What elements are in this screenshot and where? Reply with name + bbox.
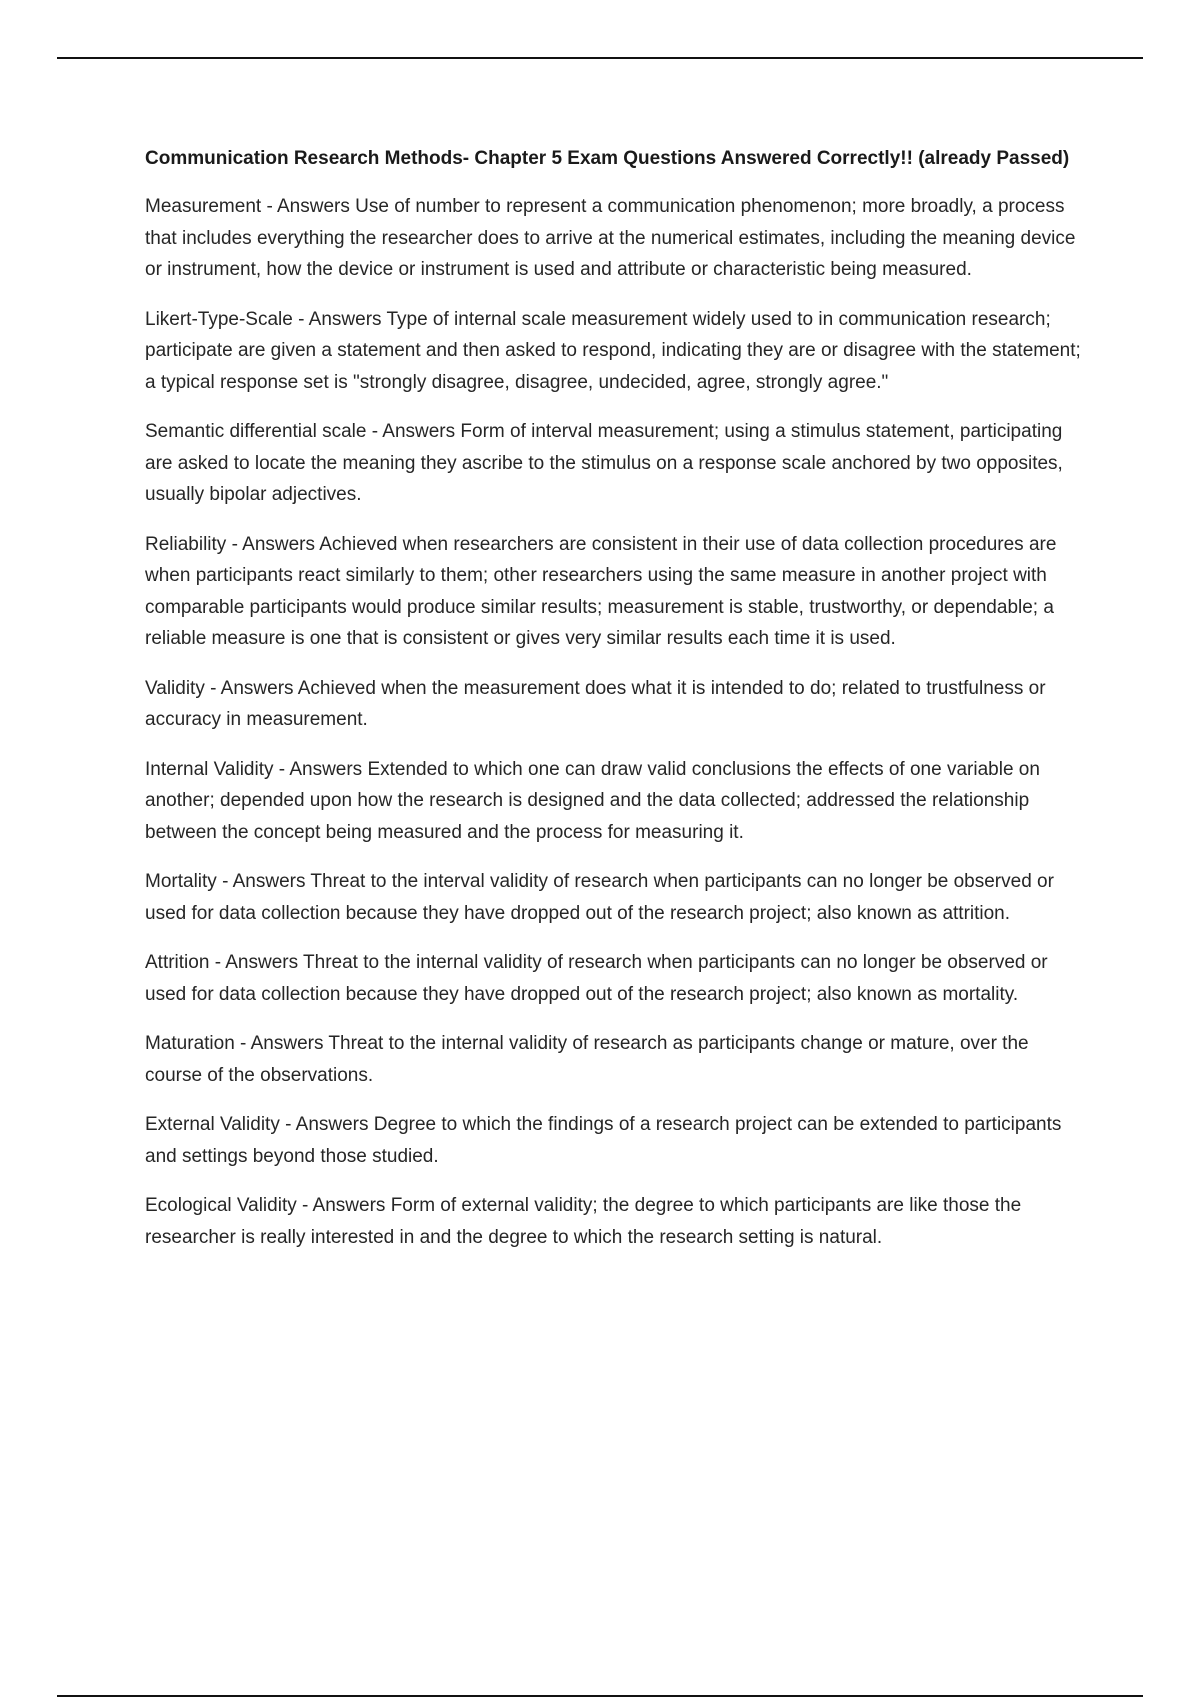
entry-attrition: Attrition - Answers Threat to the internal validity of research when participants can no longer be observed or used for data collection because they have dropped out of the research project; also known as mortality. [145,952,1048,1005]
document-title: Communication Research Methods- Chapter 5 Exam Questions Answered Correctly!! (already Passed) [145,148,1070,169]
entry-measurement: Measurement - Answers Use of number to represent a communication phenomenon; more broadly, a process that includes everything the researcher does to arrive at the numerical estimates, including the meaning device or instrument, how the device or instrument is used and attribute or characteristic being measured. [145,196,1076,280]
entry-likert-type-scale: Likert-Type-Scale - Answers Type of internal scale measurement widely used to in communication research; participate are given a statement and then asked to respond, indicating they are or disagree with the statement; a typical response set is "strongly disagree, disagree, undecided, agree, strongly agree." [145,308,1081,393]
entry-mortality: Mortality - Answers Threat to the interval validity of research when participants can no longer be observed or used for data collection because they have dropped out of the research project; also known as attrition. [145,871,1054,924]
entry-validity: Validity - Answers Achieved when the measurement does what it is intended to do; related to trustfulness or accuracy in measurement. [145,677,1046,730]
entry-reliability: Reliability - Answers Achieved when researchers are consistent in their use of data collection procedures are when participants react similarly to them; other researchers using the same measure in another project with comparable participants would produce similar results; measurement is stable, trustworthy, or dependable; a reliable measure is one that is consistent or gives very similar results each time it is used. [145,533,1057,649]
entry-internal-validity: Internal Validity - Answers Extended to which one can draw valid conclusions the effects of one variable on another; depended upon how the research is designed and the data collected; addressed the relationship between the concept being measured and the process for measuring it. [145,758,1040,843]
entry-ecological-validity: Ecological Validity - Answers Form of external validity; the degree to which participants are like those the researcher is really interested in and the degree to which the research setting is natural. [145,1195,1022,1248]
bottom-rule [57,1695,1143,1697]
document-body [145,145,1090,1271]
entry-semantic-differential-scale: Semantic differential scale - Answers Form of interval measurement; using a stimulus statement, participating are asked to locate the meaning they ascribe to the stimulus on a response scale anchored by two opposites, usually bipolar adjectives. [145,421,1063,505]
entry-maturation: Maturation - Answers Threat to the internal validity of research as participants change or mature, over the course of the observations. [145,1033,1029,1086]
entry-external-validity: External Validity - Answers Degree to which the findings of a research project can be extended to participants and settings beyond those studied. [145,1114,1062,1167]
top-rule [57,57,1143,59]
